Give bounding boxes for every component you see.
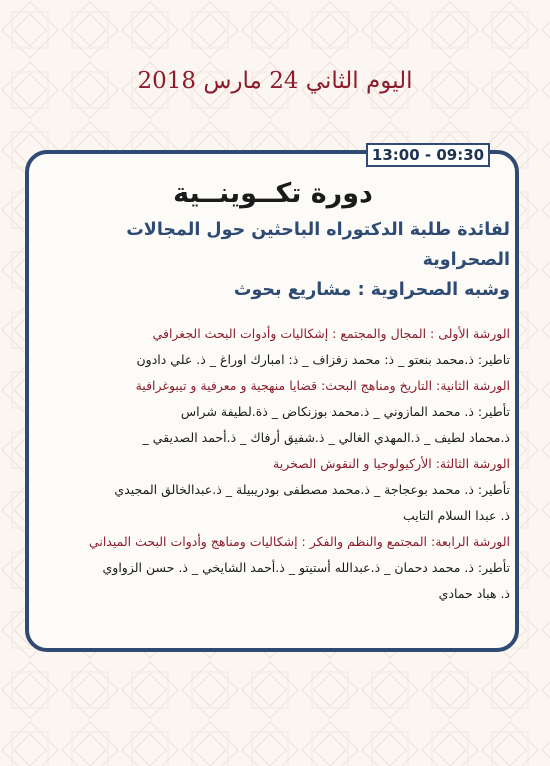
day-title: اليوم الثاني 24 مارس 2018 <box>137 68 413 94</box>
workshop-2-supervisors-cont: ذ.محماد لطيف _ ذ.المهدي الغالي _ ذ.شفيق أرفاك _ ذ.أحمد الصديقي _ <box>142 430 510 445</box>
time-badge: 13:00 - 09:30 <box>366 143 490 167</box>
workshop-1-supervisors: تاطير: ذ.محمد بنعتو _ ذ: محمد زفزاف _ ذ: امبارك اوراغ _ ذ. علي دادون <box>136 352 510 367</box>
subtitle-line-2: وشبه الصحراوية : مشاريع بحوث <box>233 280 510 300</box>
workshop-1-title: الورشة الأولى : المجال والمجتمع : إشكاليات وأدوات البحث الجغرافي <box>152 326 510 341</box>
workshop-2-supervisors: تأطير: ذ. محمد المازوني _ ذ.محمد بوزنكاض _ ذة.لطيفة شراس <box>180 404 510 419</box>
workshop-3-title: الورشة الثالثة: الأركيولوجيا و النقوش الصخرية <box>273 456 510 471</box>
workshop-4-supervisors-cont: ذ. هباد حمادي <box>438 586 510 601</box>
workshop-3-supervisors-cont: ذ. عبدا السلام التايب <box>403 508 510 523</box>
workshop-3-supervisors: تأطير: ذ. محمد بوعجاجة _ ذ.محمد مصطفى بودريبيلة _ ذ.عبدالخالق المجيدي <box>114 482 510 497</box>
subtitle-line-1: لفائدة طلبة الدكتوراه الباحثين حول المجالات الصحراوية <box>126 220 510 270</box>
workshops-list <box>36 321 510 607</box>
program-content <box>36 178 510 607</box>
workshop-4-title: الورشة الرابعة: المجتمع والنظم والفكر : إشكاليات ومناهج وأدوات البحث الميداني <box>88 534 510 549</box>
workshop-2-title: الورشة الثانية: التاريخ ومناهج البحث: قضايا منهجية و معرفية و تيبوغرافية <box>135 378 510 393</box>
workshop-4-supervisors: تأطير: ذ. محمد دحمان _ ذ.عبدالله أستيتو _ ذ.أحمد الشايخي _ ذ. حسن الزواوي <box>102 560 510 575</box>
course-title: دورة تكــوينــية <box>173 178 373 209</box>
